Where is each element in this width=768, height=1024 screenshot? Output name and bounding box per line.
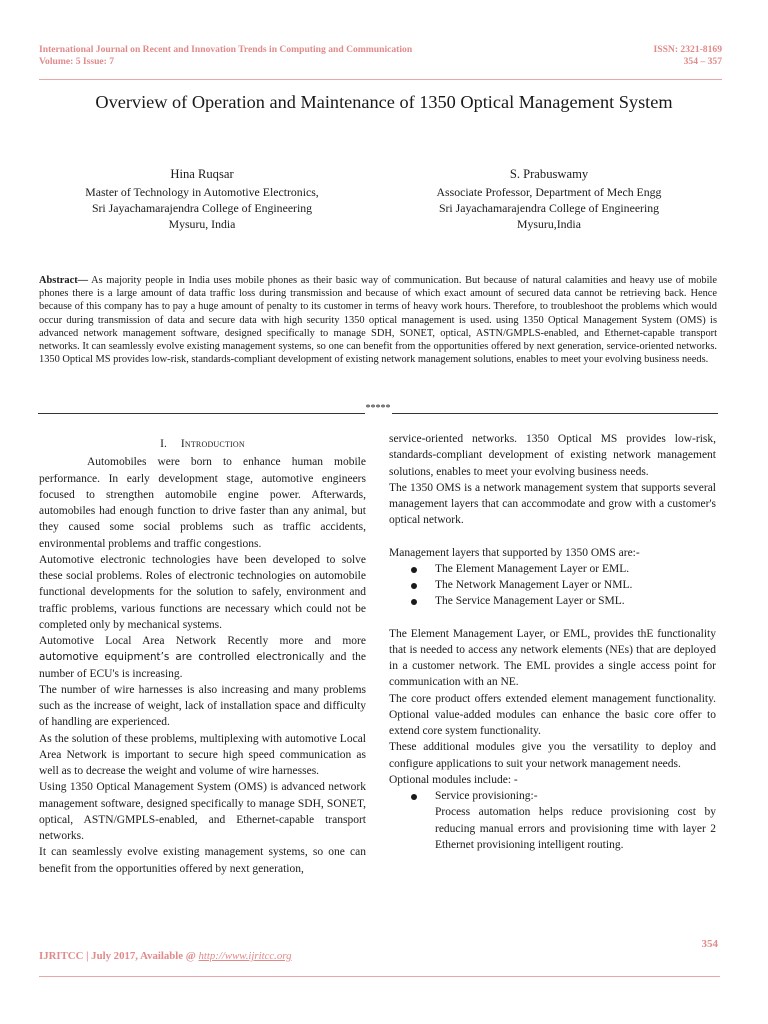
paragraph: The number of wire harnesses is also increasing and many problems such as the increase of weight, lack of installation space and difficulty of handling are experienced. bbox=[39, 683, 366, 729]
abstract-text: As majority people in India uses mobile phones as their basic way of communication. But because of natural calamities and heavy use of mobile phones there is a large amount of data traffic loss during transmission and because of which exact amount of secured data cannot be retrieving back. Hence because of this company has to pay a huge amount of penalty to its customer in terms of heavy work hours. Therefore, to troubleshoot the problems which would occur during transmission of data and secure data with high security 1350 optical management is used. using 1350 Optical Management System (OMS) is advanced network management software, designed specifically to manage SDH, SONET, optical, ASTN/GMPLS-enabled, and Ethernet-capable transport networks. It can seamlessly evolve existing management systems, so one can benefit from the opportunities offered by next generation, service-oriented networks. 1350 Optical MS provides low-risk, standards-compliant development of existing network management solutions, enables to meet your evolving business needs. bbox=[39, 275, 717, 366]
bullet-icon bbox=[411, 794, 417, 800]
spacer bbox=[389, 610, 716, 626]
right-column bbox=[389, 431, 716, 853]
paragraph: Using 1350 Optical Management System (OMS) is advanced network management software, designed specifically to manage SDH, SONET, optical, ASTN/GMPLS-enabled, and Ethernet-capable transport networks. bbox=[39, 781, 366, 842]
paragraph: Process automation helps reduce provisioning cost by reducing manual errors and provisioning time with layer 2 Ethernet provisioning intelligent routing. bbox=[435, 806, 716, 851]
bullet-icon bbox=[411, 599, 417, 605]
paragraph-text-sans: automotive equipment’s are controlled electron bbox=[39, 651, 299, 664]
separator-stars: ***** bbox=[365, 403, 391, 414]
section-number: I. bbox=[160, 438, 167, 450]
list-item bbox=[389, 788, 716, 804]
author-affiliation: Master of Technology in Automotive Electronics, bbox=[85, 185, 319, 199]
separator-line-left bbox=[38, 413, 365, 414]
list-item bbox=[389, 577, 716, 593]
section-heading bbox=[39, 436, 366, 452]
paragraph: As the solution of these problems, multiplexing with automotive Local Area Network is important to secure high speed communication as well as to decrease the weight and volume of wire harnesses. bbox=[39, 732, 366, 777]
author-location: Mysuru,India bbox=[517, 217, 581, 231]
paragraph-text: ically and the number of ECU's is increasing. bbox=[39, 651, 366, 680]
paragraph bbox=[39, 633, 366, 682]
list-item-text: The Service Management Layer or SML. bbox=[435, 595, 625, 608]
footer-text: IJRITCC | July 2017, Available @ bbox=[39, 950, 199, 962]
paragraph: service-oriented networks. 1350 Optical MS provides low-risk, standards-compliant development of existing network management solutions, enables to meet your evolving business needs. bbox=[389, 433, 716, 478]
separator-line-right bbox=[392, 413, 719, 414]
spacer bbox=[389, 529, 716, 545]
journal-volume: Volume: 5 Issue: 7 bbox=[39, 56, 115, 67]
section-separator bbox=[38, 403, 718, 415]
author-college: Sri Jayachamarajendra College of Engineering bbox=[91, 201, 313, 215]
author-block-2 bbox=[384, 166, 714, 232]
journal-link[interactable]: http://www.ijritcc.org bbox=[198, 950, 292, 962]
section-title: Introduction bbox=[180, 438, 245, 450]
list-item-text: The Network Management Layer or NML. bbox=[435, 579, 633, 591]
paragraph: The 1350 OMS is a network management system that supports several management layers that can accommodate and grow with a customer's optical network. bbox=[389, 481, 716, 527]
list-item bbox=[389, 561, 716, 577]
author-name: S. Prabuswamy bbox=[509, 167, 589, 181]
paragraph: Management layers that supported by 1350 OMS are:- bbox=[389, 546, 640, 559]
list-item-text: The Element Management Layer or EML. bbox=[435, 562, 630, 575]
author-location: Mysuru, India bbox=[168, 217, 236, 231]
page-footer bbox=[39, 950, 291, 962]
paragraph: Optional modules include: - bbox=[389, 773, 518, 786]
page-number: 354 bbox=[701, 938, 718, 950]
author-name: Hina Ruqsar bbox=[170, 167, 234, 181]
journal-name: International Journal on Recent and Innovation Trends in Computing and Communication bbox=[39, 44, 413, 55]
abstract bbox=[39, 274, 717, 366]
journal-issn: ISSN: 2321-8169 bbox=[653, 44, 722, 55]
bullet-icon bbox=[411, 567, 417, 573]
left-column bbox=[39, 436, 366, 877]
author-block-1 bbox=[37, 166, 367, 232]
footer-rule bbox=[39, 976, 720, 977]
paragraph: These additional modules give you the versatility to deploy and configure applications to suit your network management needs. bbox=[389, 741, 716, 770]
page-range: 354 – 357 bbox=[683, 56, 722, 67]
author-college: Sri Jayachamarajendra College of Engineering bbox=[438, 201, 660, 215]
paragraph: The Element Management Layer, or EML, provides thE functionality that is needed to access any network elements (NEs) that are deployed in a customer network. The EML provides a single access point for communication with an NE. bbox=[389, 627, 716, 689]
paragraph: Automotive electronic technologies have been developed to solve these social problems. Roles of electronic technologies on automobile functional developments for the solution to safely, environment and traffic problems, various functions are necessary which could not be completed only by mechanical systems. bbox=[39, 553, 366, 631]
paragraph-text: Automotive Local Area Network Recently more and more bbox=[39, 635, 366, 647]
paper-title: Overview of Operation and Maintenance of 1350 Optical Management System bbox=[95, 92, 673, 112]
paragraph: The core product offers extended element management functionality. Optional value-added modules can enhance the basic core offer to extend core system functionality. bbox=[389, 692, 716, 737]
list-item bbox=[389, 593, 716, 609]
abstract-label: Abstract— bbox=[39, 275, 89, 286]
bullet-icon bbox=[411, 583, 417, 589]
paragraph: Automobiles were born to enhance human mobile performance. In early development stage, automotive engineers focused to strengthen automobile engine power. Afterwards, automobiles had enough function to drive faster than any animal, but they caused some social problems such as traffic accidents, environmental problems and traffic congestions. bbox=[39, 456, 366, 550]
list-item-text: Service provisioning:- bbox=[435, 790, 538, 802]
author-affiliation: Associate Professor, Department of Mech Engg bbox=[436, 185, 662, 199]
paragraph: It can seamlessly evolve existing management systems, so one can benefit from the opportunities offered by next generation, bbox=[39, 846, 366, 875]
header-rule bbox=[39, 79, 722, 80]
